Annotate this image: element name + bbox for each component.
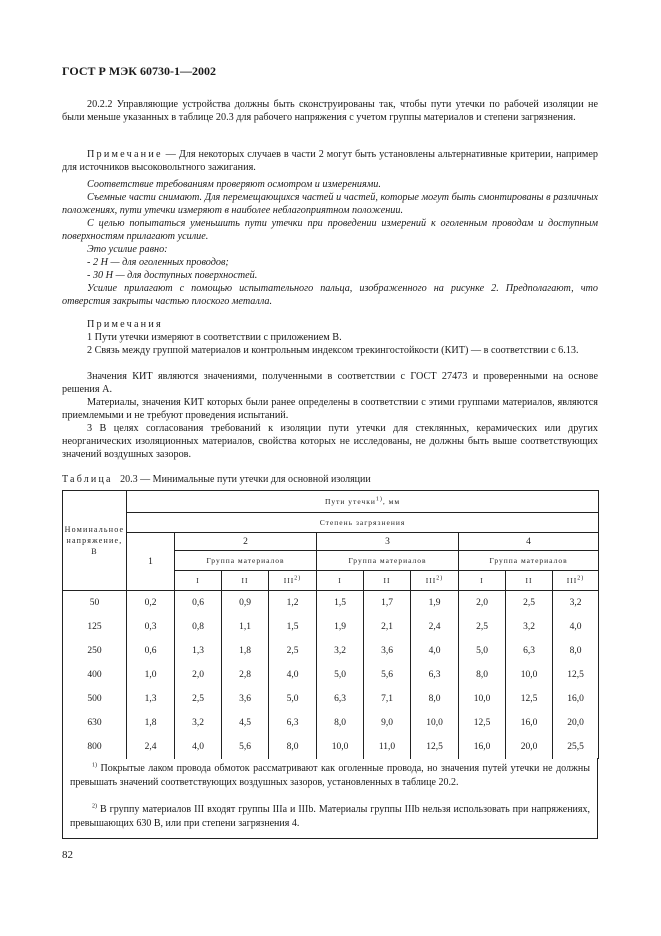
- creepage-cell: 0,8: [175, 615, 222, 639]
- voltage-cell: 125: [63, 615, 127, 639]
- creepage-cell: 2,5: [175, 687, 222, 711]
- page-number: 82: [62, 849, 73, 861]
- creepage-cell: 8,0: [317, 711, 364, 735]
- note-item-2a: Значения КИТ являются значениями, полученными в соответствии с ГОСТ 27473 и проверенными на основе решения А.: [62, 371, 598, 395]
- creepage-cell: 0,6: [175, 591, 222, 616]
- creepage-cell: 12,5: [411, 735, 459, 759]
- creepage-cell: 3,2: [506, 615, 553, 639]
- creepage-cell: 2,1: [364, 615, 411, 639]
- head-g-II: II: [506, 571, 553, 591]
- creepage-cell: 1,3: [127, 687, 175, 711]
- creepage-cell: 1,9: [411, 591, 459, 616]
- voltage-cell: 250: [63, 639, 127, 663]
- force-accessible-surfaces: - 30 Н — для доступных поверхностей.: [87, 270, 258, 281]
- creepage-cell: 25,5: [553, 735, 599, 759]
- head-pollution: Степень загрязнения: [127, 513, 599, 533]
- note-item-3: 3 В целях согласования требований к изоляции пути утечки для стеклянных, керамических или других неорганических изоляционных материалов, свойства которых не исследованы, не должны быть выше соответствующих значений воздушных зазоров.: [62, 423, 598, 460]
- head-g-II: II: [364, 571, 411, 591]
- creepage-cell: 20,0: [506, 735, 553, 759]
- head-group-3: Группа материалов: [317, 551, 459, 571]
- creepage-cell: 0,2: [127, 591, 175, 616]
- creepage-cell: 10,0: [459, 687, 506, 711]
- paragraph-20-2-2: 20.2.2 Управляющие устройства должны быть сконструированы так, чтобы пути утечки по рабочей изоляции не были меньше указанных в таблице 20.3 для рабочего напряжения с учетом группы материалов и степени загрязнения.: [62, 99, 598, 123]
- creepage-cell: 4,0: [269, 663, 317, 687]
- voltage-cell: 400: [63, 663, 127, 687]
- table-row: [63, 615, 599, 639]
- creepage-cell: 8,0: [411, 687, 459, 711]
- creepage-cell: 0,6: [127, 639, 175, 663]
- creepage-cell: 2,5: [269, 639, 317, 663]
- head-degree-1: 1: [127, 533, 175, 591]
- creepage-cell: 8,0: [269, 735, 317, 759]
- creepage-cell: 5,0: [269, 687, 317, 711]
- creepage-cell: 10,0: [506, 663, 553, 687]
- creepage-cell: 1,2: [269, 591, 317, 616]
- force-bare-wires: - 2 Н — для оголенных проводов;: [87, 257, 229, 268]
- creepage-cell: 1,5: [317, 591, 364, 616]
- creepage-cell: 4,0: [411, 639, 459, 663]
- creepage-cell: 5,6: [364, 663, 411, 687]
- head-g-III: III$^{2)}$: [269, 571, 317, 591]
- creepage-cell: 5,6: [222, 735, 269, 759]
- note-1: Примечание — Для некоторых случаев в части 2 могут быть установлены альтернативные критерии, например для источников высоковольтного зажигания.: [62, 149, 598, 173]
- compliance-text: Соответствие требованиям проверяют осмотром и измерениями.: [87, 179, 381, 190]
- voltage-cell: 500: [63, 687, 127, 711]
- creepage-cell: 1,0: [127, 663, 175, 687]
- creepage-cell: 2,0: [175, 663, 222, 687]
- test-finger-text: Усилие прилагают с помощью испытательного пальца, изображенного на рисунке 2. Предполагают, что отверстия закрыты частью плоского металла.: [62, 283, 598, 307]
- head-g-III: III$^{2)}$: [411, 571, 459, 591]
- creepage-table: [62, 490, 599, 759]
- creepage-cell: 4,0: [553, 615, 599, 639]
- table-row: [63, 687, 599, 711]
- creepage-cell: 4,0: [175, 735, 222, 759]
- creepage-cell: 2,5: [506, 591, 553, 616]
- creepage-cell: 8,0: [459, 663, 506, 687]
- head-g-II: II: [222, 571, 269, 591]
- table-row: [63, 735, 599, 759]
- footnote-2: $^{2)}$ В группу материалов III входят группы IIIa и IIIb. Материалы группы IIIb нельзя использовать при напряжениях, превышающих 630 В, или при степени загрязнения 4.: [70, 803, 590, 829]
- notes-heading: Примечания: [87, 319, 163, 330]
- head-degree-2: 2: [175, 533, 317, 551]
- creepage-cell: 3,6: [222, 687, 269, 711]
- creepage-cell: 2,4: [411, 615, 459, 639]
- creepage-cell: 10,0: [411, 711, 459, 735]
- creepage-cell: 0,3: [127, 615, 175, 639]
- creepage-cell: 10,0: [317, 735, 364, 759]
- creepage-cell: 3,2: [175, 711, 222, 735]
- head-degree-4: 4: [459, 533, 599, 551]
- creepage-cell: 1,7: [364, 591, 411, 616]
- head-creepage: Пути утечки$^{1)}$, мм: [127, 491, 599, 513]
- creepage-cell: 1,8: [127, 711, 175, 735]
- creepage-cell: 0,9: [222, 591, 269, 616]
- footnote-1: $^{1)}$ Покрытые лаком провода обмоток рассматривают как оголенные провода, но значения путей утечки не должны превышать значений соответствующих воздушных зазоров, установленных в таблице 20.2.: [70, 762, 590, 788]
- creepage-cell: 2,0: [459, 591, 506, 616]
- creepage-cell: 12,5: [553, 663, 599, 687]
- creepage-cell: 5,0: [317, 663, 364, 687]
- creepage-cell: 20,0: [553, 711, 599, 735]
- force-equals-text: Это усилие равно:: [87, 244, 168, 255]
- creepage-cell: 8,0: [553, 639, 599, 663]
- creepage-cell: 3,2: [317, 639, 364, 663]
- table-row: [63, 639, 599, 663]
- removable-parts-text: Съемные части снимают. Для перемещающихся частей и частей, которые могут быть смонтированы в различных положениях, пути утечки измеряют в наиболее неблагоприятном положении.: [62, 192, 598, 216]
- creepage-cell: 1,1: [222, 615, 269, 639]
- creepage-cell: 11,0: [364, 735, 411, 759]
- creepage-cell: 1,9: [317, 615, 364, 639]
- creepage-cell: 7,1: [364, 687, 411, 711]
- head-voltage: Номинальное напряжение, В: [63, 491, 127, 591]
- creepage-cell: 3,2: [553, 591, 599, 616]
- note-item-1: 1 Пути утечки измеряют в соответствии с приложением В.: [87, 332, 342, 343]
- creepage-cell: 1,5: [269, 615, 317, 639]
- head-g-I: I: [459, 571, 506, 591]
- head-g-I: I: [175, 571, 222, 591]
- table-row: [63, 711, 599, 735]
- head-group-4: Группа материалов: [459, 551, 599, 571]
- creepage-cell: 1,8: [222, 639, 269, 663]
- creepage-cell: 6,3: [506, 639, 553, 663]
- creepage-cell: 12,5: [459, 711, 506, 735]
- note-item-2: 2 Связь между группой материалов и контрольным индексом трекингостойкости (КИТ) — в соответствии с 6.13.: [87, 345, 579, 356]
- creepage-cell: 12,5: [506, 687, 553, 711]
- creepage-cell: 9,0: [364, 711, 411, 735]
- voltage-cell: 800: [63, 735, 127, 759]
- creepage-cell: 16,0: [459, 735, 506, 759]
- table-caption: Таблица 20.3 — Минимальные пути утечки для основной изоляции: [62, 474, 371, 485]
- creepage-cell: 1,3: [175, 639, 222, 663]
- creepage-cell: 6,3: [411, 663, 459, 687]
- voltage-cell: 630: [63, 711, 127, 735]
- voltage-cell: 50: [63, 591, 127, 616]
- note-item-2b: Материалы, значения КИТ которых были ранее определены в соответствии с этими группами материалов, являются приемлемыми и не требуют проведения испытаний.: [62, 397, 598, 421]
- creepage-cell: 2,8: [222, 663, 269, 687]
- table-row: [63, 663, 599, 687]
- creepage-cell: 2,5: [459, 615, 506, 639]
- creepage-cell: 16,0: [553, 687, 599, 711]
- head-g-I: I: [317, 571, 364, 591]
- creepage-cell: 6,3: [269, 711, 317, 735]
- creepage-cell: 4,5: [222, 711, 269, 735]
- head-degree-3: 3: [317, 533, 459, 551]
- creepage-cell: 5,0: [459, 639, 506, 663]
- head-group-2: Группа материалов: [175, 551, 317, 571]
- creepage-cell: 2,4: [127, 735, 175, 759]
- force-text: С целью попытаться уменьшить пути утечки при проведении измерений к оголенным проводам и доступным поверхностям прилагают усилие.: [62, 218, 598, 242]
- document-header: ГОСТ Р МЭК 60730-1—2002: [62, 64, 216, 78]
- creepage-cell: 6,3: [317, 687, 364, 711]
- table-row: [63, 591, 599, 616]
- creepage-cell: 16,0: [506, 711, 553, 735]
- creepage-cell: 3,6: [364, 639, 411, 663]
- head-g-III: III$^{2)}$: [553, 571, 599, 591]
